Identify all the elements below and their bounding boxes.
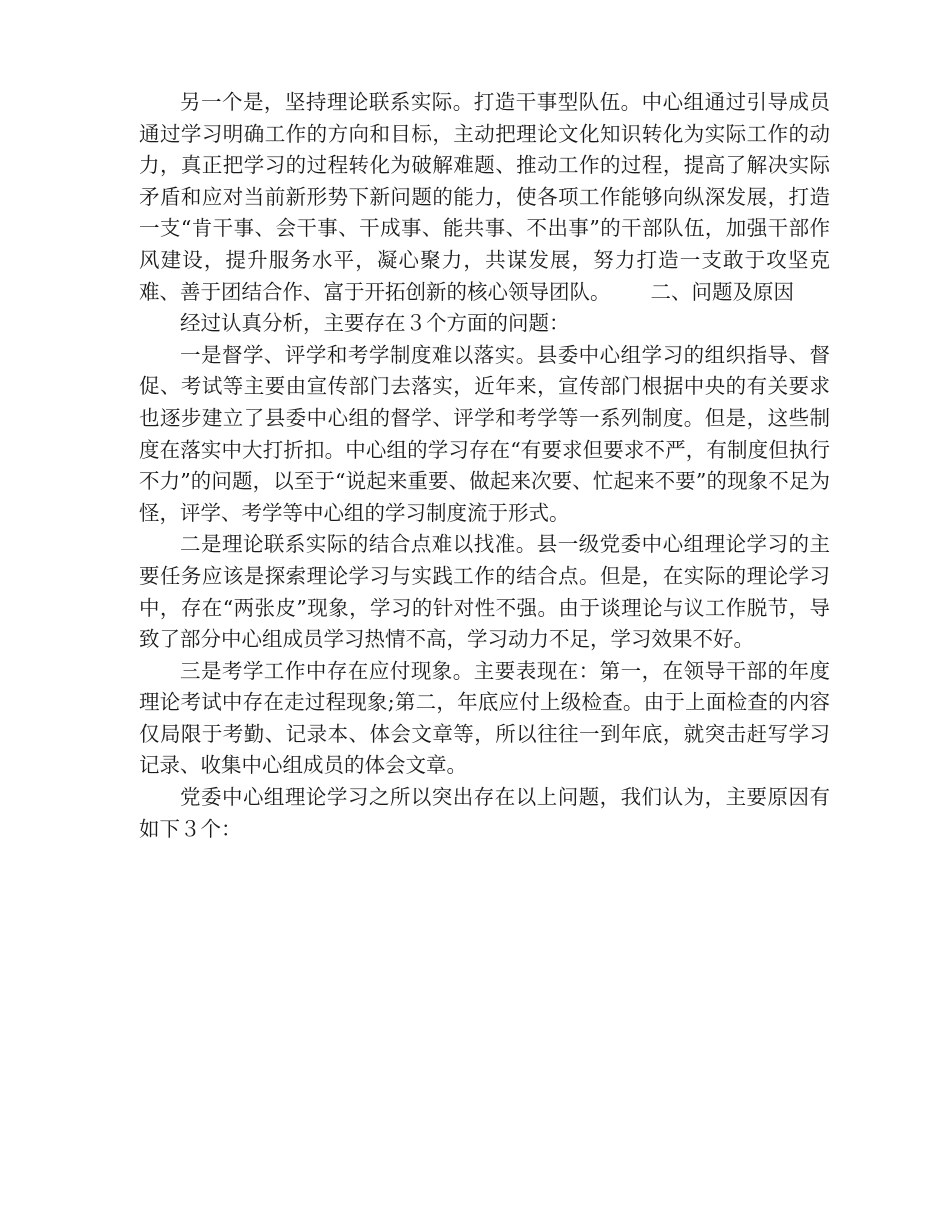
paragraph-theory-practice-text: 另一个是，坚持理论联系实际。打造干事型队伍。中心组通过引导成员通过学习明确工作的方向和目标，主动把理论文化知识转化为实际工作的动力，真正把学习的过程转化为破解难题、推动工作的过程，提高了解决实际矛盾和应对当前新形势下新问题的能力，使各项工作能够向纵深发展，打造一支“肯干事、会干事、干成事、能共事、不出事”的干部队伍，加强干部作风建设，提升服务水平，凝心聚力，共谋发展，努力打造一支敢于攻坚克难、善于团结合作、富于开拓创新的核心领导团队。 [139, 90, 830, 304]
paragraph-causes-intro: 党委中心组理论学习之所以突出存在以上问题，我们认为，主要原因有如下３个： [139, 785, 830, 841]
paragraph-analysis-intro: 经过认真分析，主要存在３个方面的问题： [180, 311, 570, 336]
paragraph-theory-practice [139, 87, 830, 308]
paragraph-problem-three: 三是考学工作中存在应付现象。主要表现在：第一，在领导干部的年度理论考试中存在走过程现象;第二，年底应付上级检查。由于上面检查的内容仅局限于考勤、记录本、体会文章等，所以往往一到年底，就突击赶写学习记录、收集中心组成员的体会文章。 [139, 658, 830, 778]
section-heading-problems: 二、问题及原因 [650, 279, 794, 304]
paragraph-problem-one: 一是督学、评学和考学制度难以落实。县委中心组学习的组织指导、督促、考试等主要由宣传部门去落实，近年来，宣传部门根据中央的有关要求也逐步建立了县委中心组的督学、评学和考学等一系列制度。但是，这些制度在落实中大打折扣。中心组的学习存在“有要求但要求不严，有制度但执行不力”的问题，以至于“说起来重要、做起来次要、忙起来不要”的现象不足为怪，评学、考学等中心组的学习制度流于形式。 [139, 342, 830, 525]
document-body [139, 87, 830, 845]
paragraph-problem-two: 二是理论联系实际的结合点难以找准。县一级党委中心组理论学习的主要任务应该是探索理论学习与实践工作的结合点。但是，在实际的理论学习中，存在“两张皮”现象，学习的针对性不强。由于谈理论与议工作脱节，导致了部分中心组成员学习热情不高，学习动力不足，学习效果不好。 [139, 532, 830, 652]
